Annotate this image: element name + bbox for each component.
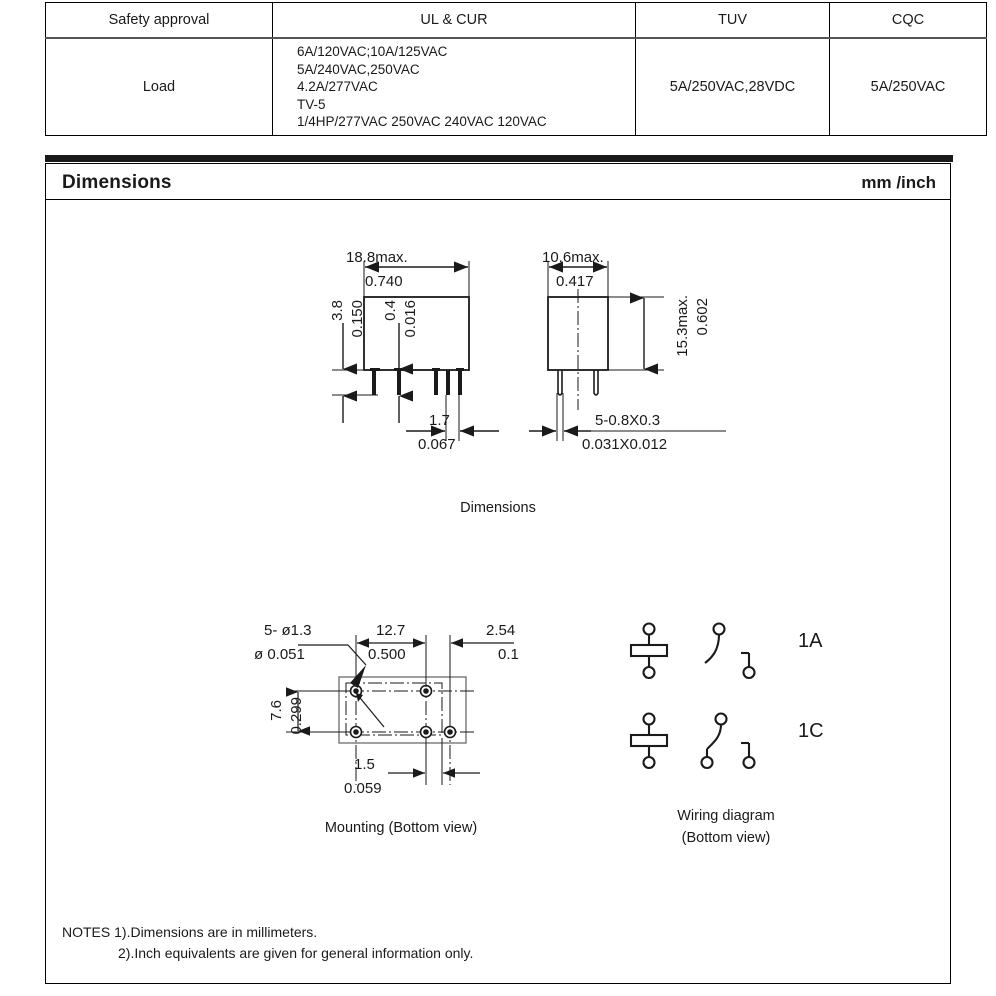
label-mount-height-inch: 0.299 bbox=[288, 697, 305, 735]
note-line-2: 2).Inch equivalents are given for general information only. bbox=[118, 945, 474, 962]
label-hole-spec-mm: 5- ø1.3 bbox=[264, 622, 312, 639]
label-pin-height-inch: 0.150 bbox=[349, 300, 366, 338]
header-tuv: TUV bbox=[636, 3, 830, 39]
ul-cur-list bbox=[277, 43, 631, 131]
label-front-width-inch: 0.740 bbox=[365, 273, 403, 290]
list-item: 1/4HP/277VAC 250VAC 240VAC 120VAC bbox=[297, 114, 547, 130]
list-item: 6A/120VAC;10A/125VAC bbox=[297, 44, 448, 60]
dimensions-panel bbox=[45, 163, 951, 984]
cell-cqc-value: 5A/250VAC bbox=[830, 38, 987, 136]
cell-tuv-value: 5A/250VAC,28VDC bbox=[636, 38, 830, 136]
header-cqc: CQC bbox=[830, 3, 987, 39]
note-line-1: NOTES 1).Dimensions are in millimeters. bbox=[62, 923, 318, 940]
label-mount-height-mm: 7.6 bbox=[268, 700, 285, 721]
safety-table bbox=[45, 2, 987, 136]
label-contact-1c: 1C bbox=[798, 720, 824, 742]
label-hole-spec-inch: ø 0.051 bbox=[254, 646, 305, 663]
label-pin-thickness-inch: 0.016 bbox=[402, 300, 419, 338]
caption-dimensions: Dimensions bbox=[460, 500, 536, 516]
drawing-wiring-diagram bbox=[601, 615, 831, 800]
page-title: Dimensions bbox=[62, 172, 172, 193]
header-safety-approval: Safety approval bbox=[46, 3, 273, 39]
unit-label: mm /inch bbox=[861, 173, 936, 192]
label-pin-height-mm: 3.8 bbox=[329, 300, 346, 321]
label-mount-length-inch: 0.500 bbox=[368, 646, 406, 663]
caption-mounting: Mounting (Bottom view) bbox=[324, 820, 478, 836]
section-separator-bar bbox=[45, 155, 953, 162]
table-header-row bbox=[46, 3, 987, 39]
label-mount-edge-inch: 0.1 bbox=[498, 646, 519, 663]
header-ul-cur: UL & CUR bbox=[273, 3, 636, 39]
caption-wiring-line1: Wiring diagram bbox=[677, 808, 775, 824]
label-side-height-mm: 15.3max. bbox=[674, 295, 691, 357]
label-pin-thickness-mm: 0.4 bbox=[382, 300, 399, 321]
label-contact-1a: 1A bbox=[798, 630, 823, 652]
label-mount-offset-inch: 0.059 bbox=[344, 780, 382, 797]
cell-load-label: Load bbox=[46, 38, 273, 136]
cell-ul-cur-values bbox=[273, 38, 636, 136]
dimensions-header bbox=[46, 164, 950, 200]
list-item: TV-5 bbox=[297, 96, 326, 112]
drawing-front-side-view bbox=[286, 245, 736, 475]
safety-approval-table bbox=[45, 2, 953, 136]
label-pin-pitch-inch: 0.067 bbox=[418, 436, 456, 453]
label-side-depth-mm: 10.6max. bbox=[542, 249, 604, 266]
label-side-height-inch: 0.602 bbox=[694, 298, 711, 336]
label-mount-length-mm: 12.7 bbox=[376, 622, 406, 639]
label-pin-pitch-mm: 1.7 bbox=[429, 412, 450, 429]
label-front-width-mm: 18.8max. bbox=[346, 249, 408, 266]
label-side-depth-inch: 0.417 bbox=[556, 273, 594, 290]
list-item: 5A/240VAC,250VAC bbox=[297, 61, 420, 77]
list-item: 4.2A/277VAC bbox=[297, 79, 378, 95]
notes-block bbox=[62, 922, 473, 965]
table-row bbox=[46, 38, 987, 136]
label-mount-offset-mm: 1.5 bbox=[354, 756, 375, 773]
caption-wiring-line2: (Bottom view) bbox=[681, 830, 771, 846]
label-mount-edge-mm: 2.54 bbox=[486, 622, 516, 639]
label-pin-spec-mm: 5-0.8X0.3 bbox=[595, 412, 661, 429]
dimensions-body bbox=[46, 200, 950, 983]
label-pin-spec-inch: 0.031X0.012 bbox=[582, 436, 668, 453]
